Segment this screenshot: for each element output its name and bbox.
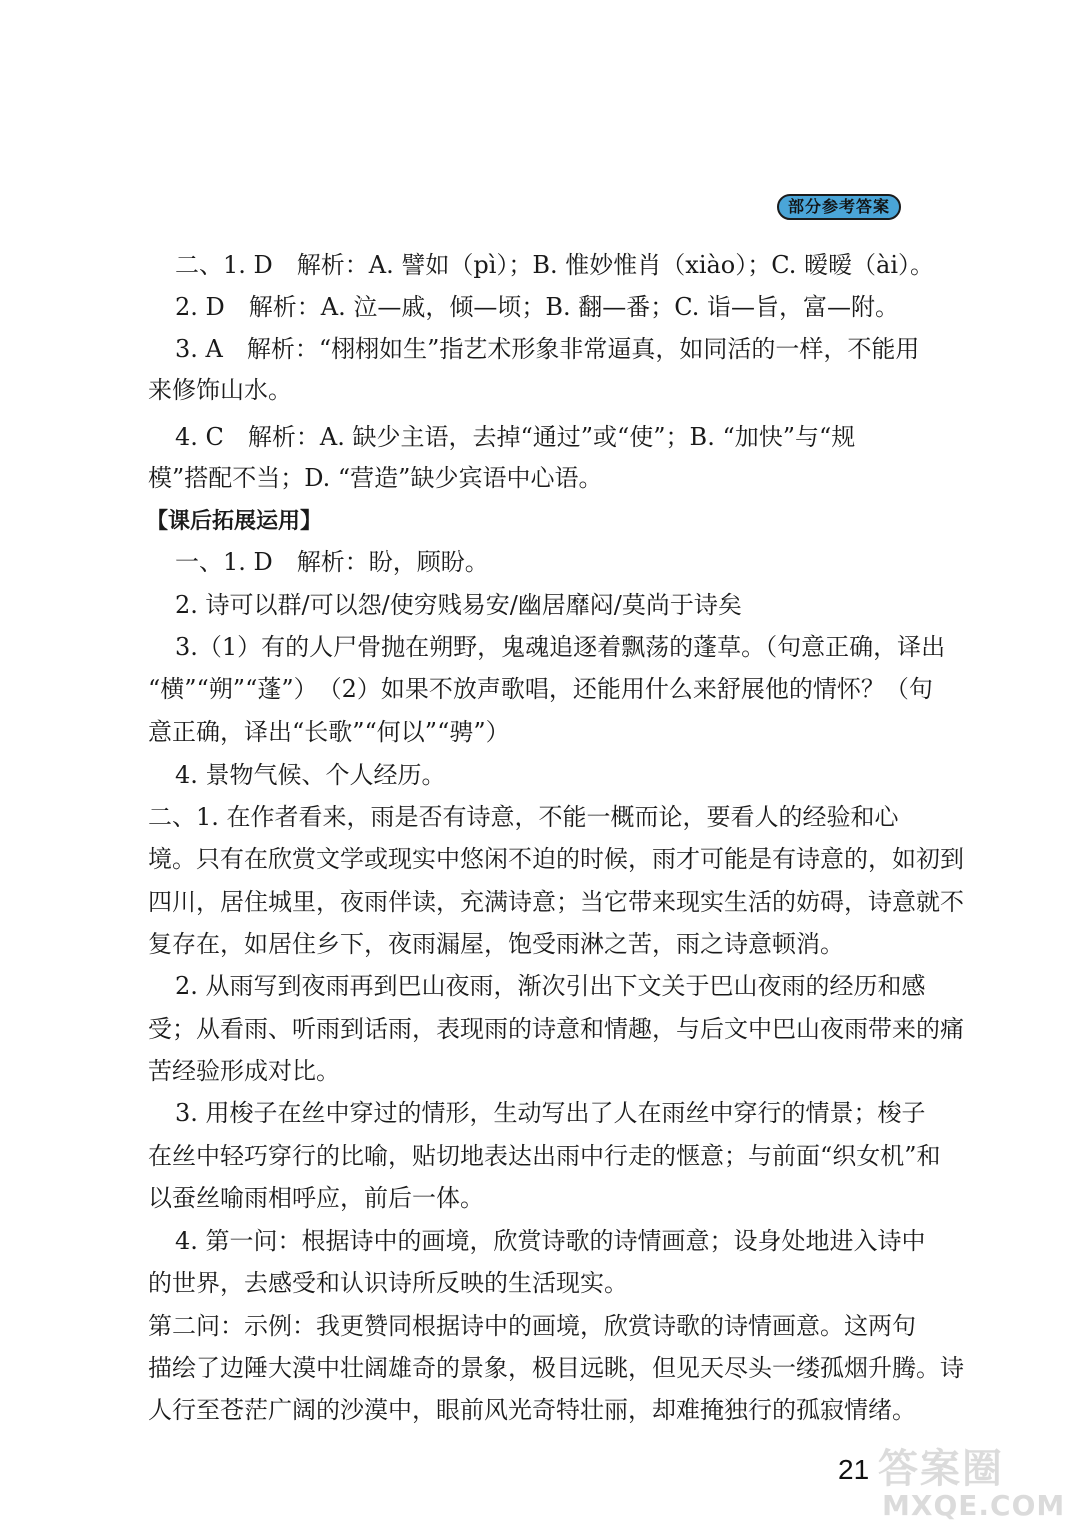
answer-line: 四川，居住城里，夜雨伴读，充满诗意；当它带来现实生活的妨碍，诗意就不 (148, 888, 964, 916)
answer-line: 描绘了边陲大漠中壮阔雄奇的景象，极目远眺，但见天尽头一缕孤烟升腾。诗 (148, 1354, 964, 1382)
answer-line: 4. 景物气候、个人经历。 (175, 761, 446, 789)
answer-line: 以蚕丝喻雨相呼应，前后一体。 (148, 1184, 484, 1212)
answer-line: 境。只有在欣赏文学或现实中悠闲不迫的时候，雨才可能是有诗意的，如初到 (148, 845, 964, 873)
watermark-logo (872, 1437, 1065, 1527)
section-badge: 部分参考答案 (777, 194, 901, 220)
answer-line: 在丝中轻巧穿行的比喻，贴切地表达出雨中行走的惬意；与前面“织女机”和 (148, 1142, 941, 1170)
answer-line: 意正确，译出“长歌”“何以”“骋”） (148, 718, 510, 746)
answer-line: 2. 从雨写到夜雨再到巴山夜雨，渐次引出下文关于巴山夜雨的经历和感 (175, 972, 926, 1000)
answer-line: 第二问：示例：我更赞同根据诗中的画境，欣赏诗歌的诗情画意。这两句 (148, 1312, 916, 1340)
answer-line: 2. D 解析：A. 泣—戚，倾—顷；B. 翻—番；C. 诣—旨，富—附。 (175, 293, 900, 321)
answer-line: 4. C 解析：A. 缺少主语，去掉“通过”或“使”；B. “加快”与“规 (175, 423, 856, 451)
answer-line: 来修饰山水。 (148, 376, 292, 404)
answer-line: 3. 用梭子在丝中穿过的情形，生动写出了人在雨丝中穿行的情景；梭子 (175, 1099, 926, 1127)
answer-line: 苦经验形成对比。 (148, 1057, 340, 1085)
answer-line: 二、1. D 解析：A. 譬如（pì）；B. 惟妙惟肖（xiào）；C. 暧暧（ài）。 (175, 251, 935, 279)
page-number: 21 (838, 1454, 870, 1485)
answer-line: 2. 诗可以群/可以怨/使穷贱易安/幽居靡闷/莫尚于诗矣 (175, 591, 742, 619)
answer-line: 4. 第一问：根据诗中的画境，欣赏诗歌的诗情画意；设身处地进入诗中 (175, 1227, 926, 1255)
answer-line: 一、1. D 解析：盼，顾盼。 (175, 548, 489, 576)
answer-line: 的世界，去感受和认识诗所反映的生活现实。 (148, 1269, 628, 1297)
section-heading: 【课后拓展运用】 (146, 509, 323, 534)
answer-line: 3. A 解析：“栩栩如生”指艺术形象非常逼真，如同活的一样，不能用 (175, 335, 920, 363)
watermark-text: 答案圈 (878, 1446, 1004, 1492)
answer-line: 复存在，如居住乡下，夜雨漏屋，饱受雨淋之苦，雨之诗意顿消。 (148, 930, 844, 958)
answer-line: “横”“朔”“蓬”） （2）如果不放声歌唱，还能用什么来舒展他的情怀？（句 (148, 675, 933, 703)
answer-line: 人行至苍茫广阔的沙漠中，眼前风光奇特壮丽，却难掩独行的孤寂情绪。 (148, 1396, 916, 1424)
answer-line: 模”搭配不当；D. “营造”缺少宾语中心语。 (148, 464, 603, 492)
answer-line: 3.（1）有的人尸骨抛在朔野，鬼魂追逐着飘荡的蓬草。（句意正确，译出 (175, 633, 946, 661)
watermark-url: MXQE.COM (882, 1489, 1065, 1522)
answer-line: 二、1. 在作者看来，雨是否有诗意，不能一概而论，要看人的经验和心 (148, 803, 899, 831)
answer-line: 受；从看雨、听雨到话雨，表现雨的诗意和情趣，与后文中巴山夜雨带来的痛 (148, 1015, 964, 1043)
